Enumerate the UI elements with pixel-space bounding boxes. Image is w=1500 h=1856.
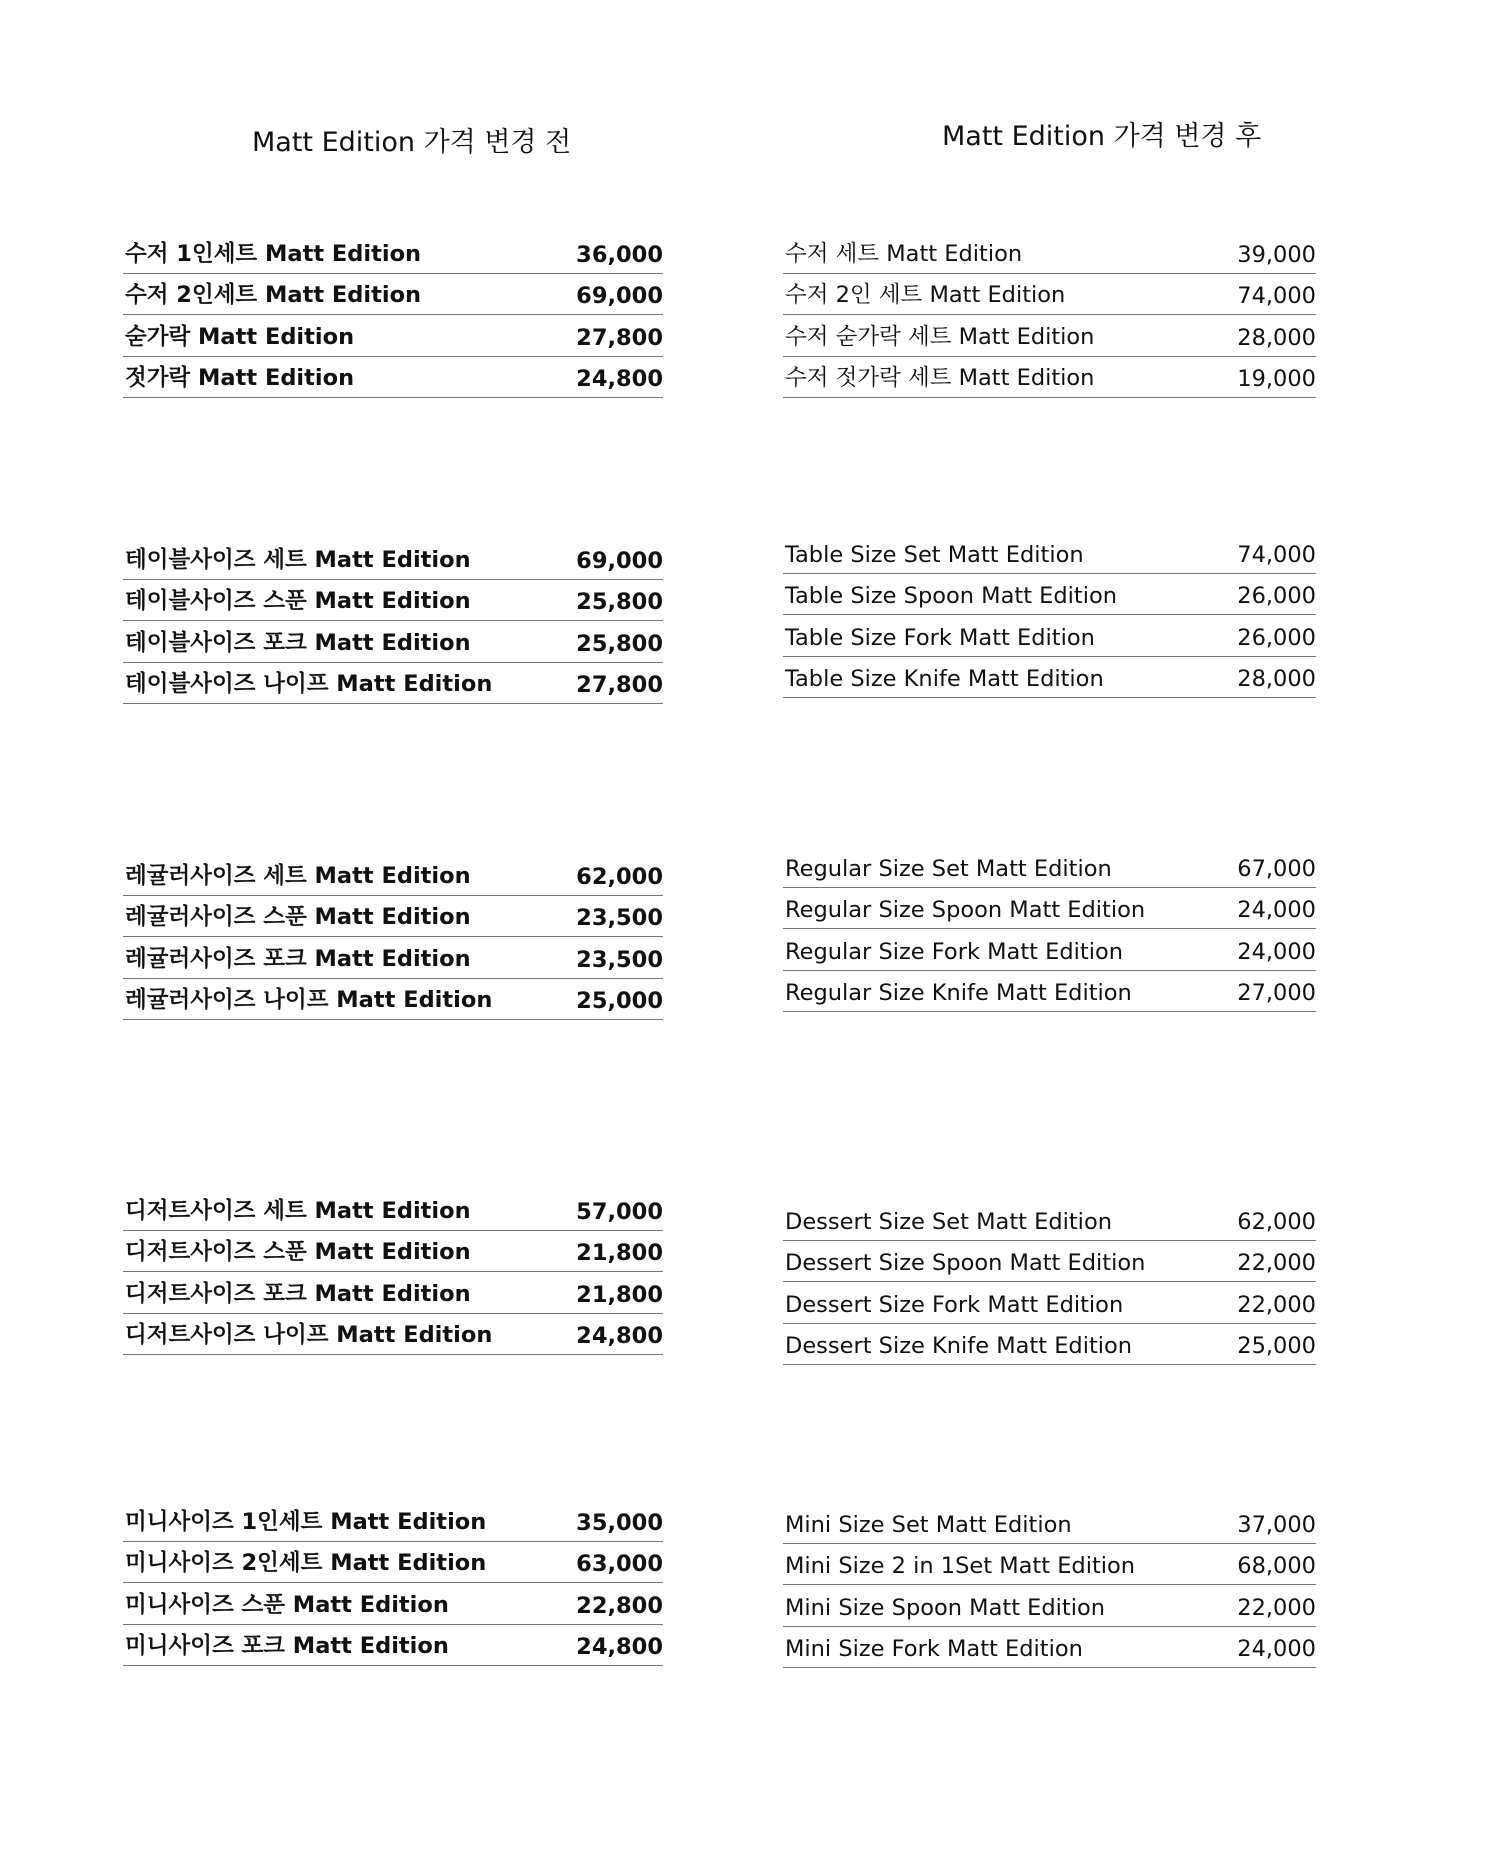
item-name: 레귤러사이즈 세트 Matt Edition xyxy=(125,862,471,889)
item-price: 25,000 xyxy=(576,988,663,1014)
item-name: 디저트사이즈 세트 Matt Edition xyxy=(125,1197,471,1224)
item-price: 69,000 xyxy=(576,283,663,309)
item-price: 37,000 xyxy=(1237,1511,1316,1538)
item-name: 미니사이즈 포크 Matt Edition xyxy=(125,1633,449,1659)
item-price: 74,000 xyxy=(1237,541,1316,568)
item-price: 21,800 xyxy=(576,1281,663,1308)
item-name: Mini Size Fork Matt Edition xyxy=(785,1636,1083,1662)
item-price: 24,000 xyxy=(1237,938,1316,965)
item-name: 레귤러사이즈 나이프 Matt Edition xyxy=(125,987,493,1013)
price-row xyxy=(123,854,663,896)
price-group-after-dessert-size xyxy=(783,1199,1316,1365)
item-name: 레귤러사이즈 스푼 Matt Edition xyxy=(125,904,471,930)
item-price: 24,000 xyxy=(1237,897,1316,923)
item-price: 25,000 xyxy=(1237,1333,1316,1359)
item-price: 25,800 xyxy=(576,589,663,615)
item-name: Dessert Size Fork Matt Edition xyxy=(785,1291,1124,1318)
item-name: 디저트사이즈 나이프 Matt Edition xyxy=(125,1322,493,1348)
price-row xyxy=(783,274,1316,316)
price-group-before-mini-size xyxy=(123,1500,663,1666)
item-price: 28,000 xyxy=(1237,666,1316,692)
item-name: Regular Size Set Matt Edition xyxy=(785,855,1112,882)
price-row xyxy=(123,357,663,399)
price-row xyxy=(123,1231,663,1273)
price-row xyxy=(123,1314,663,1356)
item-name: 테이블사이즈 포크 Matt Edition xyxy=(125,629,471,656)
price-row xyxy=(123,937,663,979)
item-name: Mini Size Set Matt Edition xyxy=(785,1511,1072,1538)
item-price: 27,800 xyxy=(576,324,663,351)
price-row xyxy=(123,1542,663,1584)
item-price: 24,000 xyxy=(1237,1636,1316,1662)
item-price: 24,800 xyxy=(576,366,663,392)
price-group-before-regular-size xyxy=(123,854,663,1020)
item-price: 27,800 xyxy=(576,672,663,698)
item-name: 테이블사이즈 나이프 Matt Edition xyxy=(125,671,493,697)
item-price: 27,000 xyxy=(1237,980,1316,1006)
item-price: 35,000 xyxy=(576,1509,663,1536)
price-row xyxy=(783,232,1316,274)
price-group-after-spoon-set xyxy=(783,232,1316,398)
item-price: 23,500 xyxy=(576,905,663,931)
price-row xyxy=(783,357,1316,399)
price-row xyxy=(123,896,663,938)
item-price: 24,800 xyxy=(576,1634,663,1660)
price-row xyxy=(783,1241,1316,1283)
price-row xyxy=(783,1585,1316,1627)
price-row xyxy=(123,621,663,663)
item-price: 74,000 xyxy=(1237,283,1316,309)
item-name: Regular Size Spoon Matt Edition xyxy=(785,897,1146,923)
item-name: 미니사이즈 1인세트 Matt Edition xyxy=(125,1508,487,1535)
price-row xyxy=(783,1544,1316,1586)
price-row xyxy=(783,971,1316,1013)
item-price: 26,000 xyxy=(1237,624,1316,651)
price-row xyxy=(123,1625,663,1667)
item-name: Mini Size 2 in 1Set Matt Edition xyxy=(785,1553,1136,1579)
price-group-after-mini-size xyxy=(783,1502,1316,1668)
item-name: 디저트사이즈 스푼 Matt Edition xyxy=(125,1239,471,1265)
item-price: 22,000 xyxy=(1237,1291,1316,1318)
item-name: 미니사이즈 스푼 Matt Edition xyxy=(125,1591,449,1618)
price-group-after-regular-size xyxy=(783,846,1316,1012)
item-price: 62,000 xyxy=(1237,1208,1316,1235)
price-row xyxy=(783,1502,1316,1544)
item-price: 24,800 xyxy=(576,1323,663,1349)
item-price: 39,000 xyxy=(1237,241,1316,268)
item-price: 23,500 xyxy=(576,946,663,973)
item-name: 수저 젓가락 세트 Matt Edition xyxy=(785,365,1095,391)
item-name: Mini Size Spoon Matt Edition xyxy=(785,1594,1106,1621)
item-price: 26,000 xyxy=(1237,583,1316,609)
item-name: 테이블사이즈 스푼 Matt Edition xyxy=(125,588,471,614)
item-price: 19,000 xyxy=(1237,366,1316,392)
price-row xyxy=(123,1272,663,1314)
price-row xyxy=(123,538,663,580)
item-name: 레귤러사이즈 포크 Matt Edition xyxy=(125,945,471,972)
item-name: 수저 2인세트 Matt Edition xyxy=(125,282,422,308)
item-name: Table Size Set Matt Edition xyxy=(785,541,1084,568)
price-row xyxy=(783,1627,1316,1669)
price-group-after-table-size xyxy=(783,532,1316,698)
item-name: Table Size Spoon Matt Edition xyxy=(785,583,1118,609)
item-price: 69,000 xyxy=(576,547,663,574)
item-price: 68,000 xyxy=(1237,1553,1316,1579)
item-name: Dessert Size Spoon Matt Edition xyxy=(785,1250,1146,1276)
price-row xyxy=(783,888,1316,930)
price-row xyxy=(123,1583,663,1625)
item-name: Regular Size Fork Matt Edition xyxy=(785,938,1123,965)
item-name: Dessert Size Knife Matt Edition xyxy=(785,1333,1133,1359)
item-name: Dessert Size Set Matt Edition xyxy=(785,1208,1112,1235)
price-row xyxy=(783,657,1316,699)
item-price: 36,000 xyxy=(576,241,663,268)
price-row xyxy=(123,580,663,622)
price-row xyxy=(123,663,663,705)
item-price: 62,000 xyxy=(576,863,663,890)
price-row xyxy=(783,1324,1316,1366)
price-row xyxy=(783,1282,1316,1324)
item-price: 28,000 xyxy=(1237,324,1316,351)
item-price: 57,000 xyxy=(576,1198,663,1225)
price-group-before-dessert-size xyxy=(123,1189,663,1355)
item-price: 22,800 xyxy=(576,1592,663,1619)
price-row xyxy=(123,1500,663,1542)
item-name: Regular Size Knife Matt Edition xyxy=(785,980,1132,1006)
price-row xyxy=(783,574,1316,616)
item-price: 63,000 xyxy=(576,1551,663,1577)
item-price: 21,800 xyxy=(576,1240,663,1266)
price-row xyxy=(123,979,663,1021)
price-row xyxy=(123,315,663,357)
price-row xyxy=(783,532,1316,574)
title-before: Matt Edition 가격 변경 전 xyxy=(252,127,572,158)
item-name: 젓가락 Matt Edition xyxy=(125,365,355,391)
price-row xyxy=(783,315,1316,357)
item-price: 22,000 xyxy=(1237,1594,1316,1621)
item-name: 수저 1인세트 Matt Edition xyxy=(125,240,422,267)
price-row xyxy=(783,615,1316,657)
price-group-before-spoon-set xyxy=(123,232,663,398)
price-row xyxy=(783,846,1316,888)
price-group-before-table-size xyxy=(123,538,663,704)
item-name: 미니사이즈 2인세트 Matt Edition xyxy=(125,1550,487,1576)
item-name: 테이블사이즈 세트 Matt Edition xyxy=(125,546,471,573)
item-name: 수저 세트 Matt Edition xyxy=(785,240,1023,267)
price-row xyxy=(783,929,1316,971)
price-row xyxy=(123,1189,663,1231)
item-name: 숟가락 Matt Edition xyxy=(125,323,355,350)
price-row xyxy=(783,1199,1316,1241)
item-name: 수저 2인 세트 Matt Edition xyxy=(785,282,1066,308)
item-name: Table Size Knife Matt Edition xyxy=(785,666,1104,692)
title-after: Matt Edition 가격 변경 후 xyxy=(942,121,1262,152)
price-row xyxy=(123,274,663,316)
item-name: 디저트사이즈 포크 Matt Edition xyxy=(125,1280,471,1307)
item-price: 22,000 xyxy=(1237,1250,1316,1276)
item-price: 67,000 xyxy=(1237,855,1316,882)
price-row xyxy=(123,232,663,274)
item-name: 수저 숟가락 세트 Matt Edition xyxy=(785,323,1095,350)
item-name: Table Size Fork Matt Edition xyxy=(785,624,1095,651)
item-price: 25,800 xyxy=(576,630,663,657)
